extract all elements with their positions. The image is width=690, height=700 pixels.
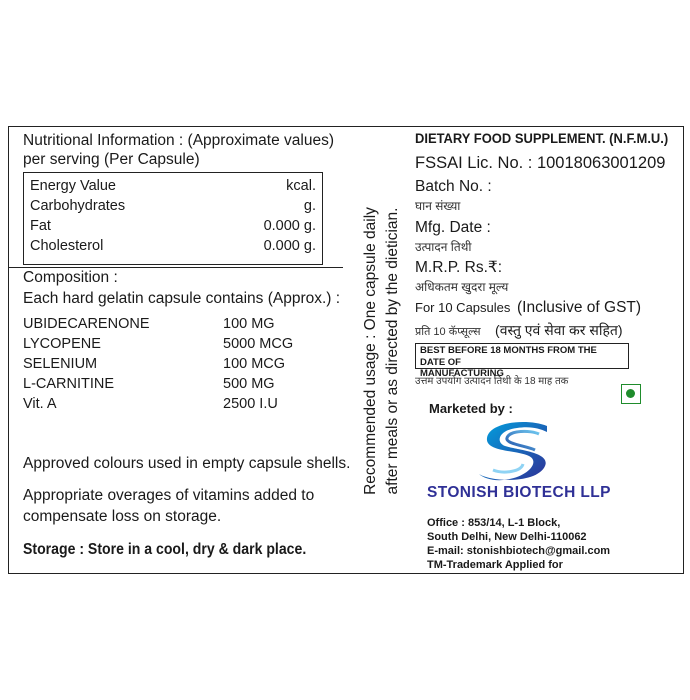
nutrition-title-line: per serving (Per Capsule) [23, 151, 200, 168]
ingredient-name: LYCOPENE [23, 336, 101, 352]
nutrition-name: Energy Value [30, 178, 116, 194]
veg-dot [626, 389, 635, 398]
overages-note-line: compensate loss on storage. [23, 508, 222, 525]
marketed-by-label: Marketed by : [429, 401, 513, 416]
overages-note-line: Appropriate overages of vitamins added to [23, 487, 315, 504]
recommended-usage [360, 131, 404, 571]
ingredient-row [23, 336, 323, 356]
ingredient-amount: 100 MCG [223, 356, 286, 372]
nutrition-name: Cholesterol [30, 238, 104, 254]
label-panel [8, 126, 684, 574]
mrp-label-hindi: अधिकतम खुदरा मूल्य [415, 280, 509, 294]
tax-inclusive-hindi-text: (वस्तु एवं सेवा कर सहित) [495, 322, 623, 338]
address-line: South Delhi, New Delhi-110062 [427, 531, 587, 543]
pack-size-text: For 10 Capsules [415, 300, 511, 315]
nutrition-row [30, 178, 316, 198]
usage-line: Recommended usage : One capsule daily [362, 207, 379, 495]
best-before-line: BEST BEFORE 18 MONTHS FROM THE DATE OF [420, 345, 597, 368]
email-line: E-mail: stonishbiotech@gmail.com [427, 545, 611, 557]
nutrition-value: g. [303, 198, 316, 214]
pack-size-hindi-text: प्रति 10 कॅप्सूल्स [415, 326, 481, 338]
ingredient-row [23, 316, 323, 336]
ingredient-amount: 2500 I.U [223, 396, 278, 412]
product-category-title: DIETARY FOOD SUPPLEMENT. (N.F.M.U.) [415, 131, 669, 146]
tax-inclusive-text: (Inclusive of GST) [517, 299, 642, 316]
mfg-date-label-hindi: उत्पादन तिथी [415, 240, 472, 254]
pack-size-hindi [415, 321, 623, 340]
ingredient-name: UBIDECARENONE [23, 316, 150, 332]
ingredient-row [23, 356, 323, 376]
composition-divider [9, 267, 343, 268]
nutrition-table [23, 172, 323, 265]
trademark-note: TM-Trademark Applied for [427, 559, 563, 571]
batch-label-hindi: घान संख्या [415, 199, 461, 213]
pack-size [415, 299, 641, 317]
best-before-box [415, 343, 629, 379]
nutrition-title-line: Nutritional Information : (Approximate values) [23, 132, 334, 149]
fssai-license: FSSAI Lic. No. : 10018063001209 [415, 154, 666, 172]
ingredient-amount: 5000 MCG [223, 336, 294, 352]
overages-note [23, 485, 314, 527]
nutrition-row [30, 218, 316, 238]
composition-title: Composition : [23, 269, 118, 286]
nutrition-name: Fat [30, 218, 51, 234]
best-before-line: MANUFACTURING [420, 368, 504, 379]
nutrition-row [30, 198, 316, 218]
nutrition-value: kcal. [286, 178, 316, 194]
company-name: STONISH BIOTECH LLP [427, 484, 611, 501]
veg-symbol-icon [621, 384, 641, 404]
best-before-hindi: उत्तम उपयोग उत्पादन तिथी के 18 माह तक [415, 376, 569, 387]
usage-column [353, 127, 411, 575]
storage-instruction: Storage : Store in a cool, dry & dark place. [23, 541, 307, 558]
address-line: Office : 853/14, L-1 Block, [427, 517, 561, 529]
right-column [413, 127, 685, 575]
mrp-label: M.R.P. Rs.₹: [415, 259, 503, 276]
colours-note: Approved colours used in empty capsule shells. [23, 455, 351, 472]
batch-label: Batch No. : [415, 178, 492, 195]
nutrition-value: 0.000 g. [263, 218, 316, 234]
ingredient-name: L-CARNITINE [23, 376, 115, 392]
mfg-date-label: Mfg. Date : [415, 219, 491, 236]
nutrition-row [30, 238, 316, 258]
ingredient-row [23, 396, 323, 416]
ingredient-amount: 100 MG [223, 316, 275, 332]
nutrition-name: Carbohydrates [30, 198, 126, 214]
nutrition-value: 0.000 g. [263, 238, 316, 254]
ingredient-row [23, 376, 323, 396]
ingredient-name: SELENIUM [23, 356, 98, 372]
usage-line: after meals or as directed by the dietician. [384, 207, 401, 495]
nutrition-title [23, 131, 334, 169]
ingredient-name: Vit. A [23, 396, 57, 412]
composition-subtitle: Each hard gelatin capsule contains (Approx.) : [23, 290, 341, 307]
company-logo-icon [477, 420, 555, 484]
ingredient-amount: 500 MG [223, 376, 275, 392]
